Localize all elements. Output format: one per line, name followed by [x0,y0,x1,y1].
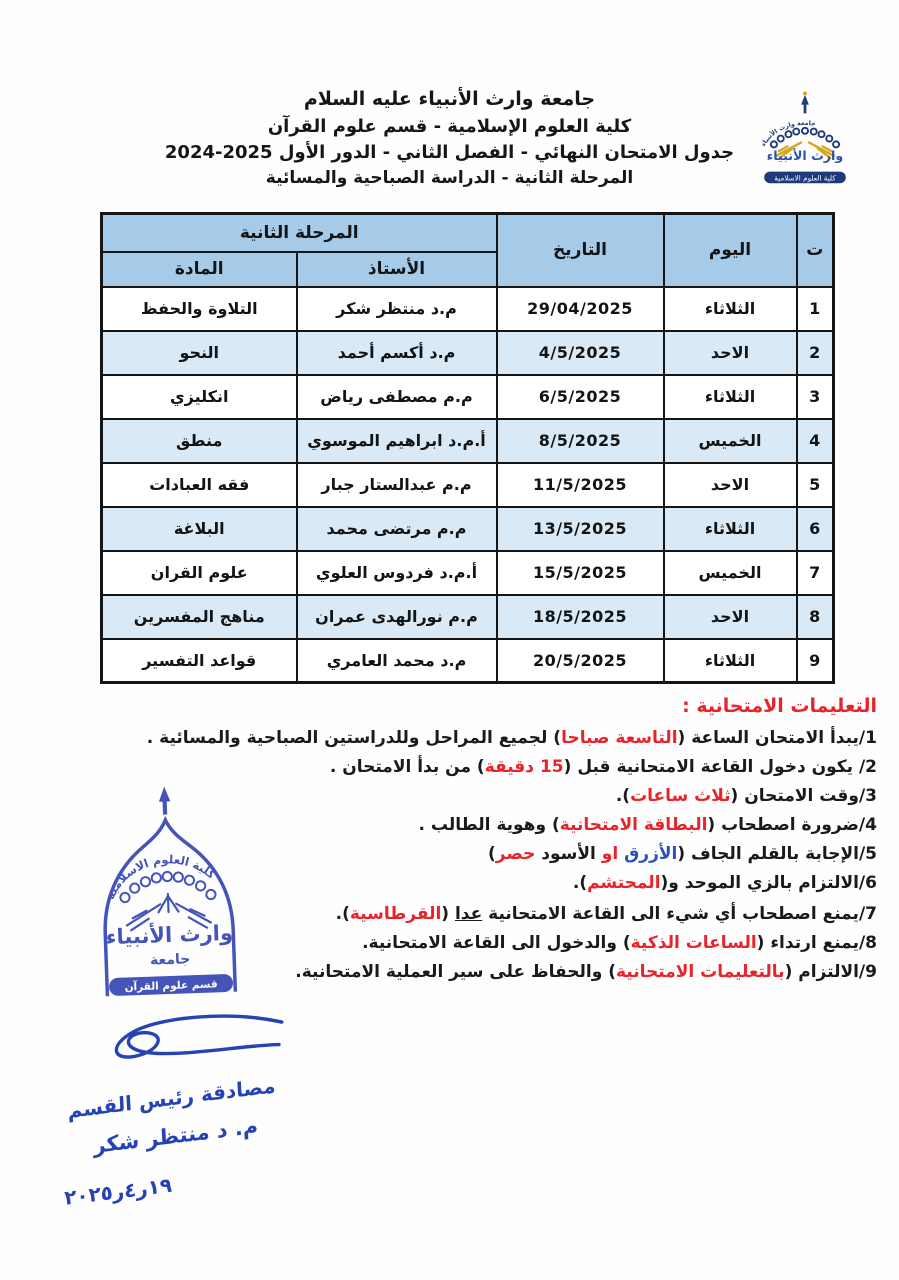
instruction-highlight: 15 دقيقة [484,757,564,777]
cell-day: الثلاثاء [664,375,797,419]
stage-study-line: المرحلة الثانية - الدراسة الصباحية والمسائية [265,167,634,188]
instruction-highlight: القرطاسية [349,904,442,924]
cell-subject: منطق [102,419,297,463]
instruction-text: 7/يمنع اصطحاب أي شيء الى القاعة الامتحانية [482,904,877,924]
exam-schedule-table [100,212,835,684]
stamp-arc-text: كلية العلوم الاسلامية [102,852,219,902]
university-logo-icon [746,90,864,192]
logo-arc-text: جامعة وارث الأنبياء [760,119,817,148]
instruction-text: ). [572,873,588,893]
approval-signature [40,1012,340,1227]
cell-date: 29/04/2025 [497,287,664,331]
instruction-text: ( [441,904,455,924]
cell-professor: م.د منتظر شكر [297,287,497,331]
column-header-professor: الأستاذ [297,252,497,287]
department-stamp [62,781,274,1014]
stamp-banner-text: قسم علوم القرآن [124,978,218,994]
cell-professor: م.م مصطفى رياض [297,375,497,419]
college-department-line: كلية العلوم الإسلامية - قسم علوم القرآن [267,115,632,137]
cell-subject: انكليزي [102,375,297,419]
instruction-highlight: التاسعة صباحا [561,728,678,748]
cell-date: 11/5/2025 [497,463,664,507]
cell-subject: فقه العبادات [102,463,297,507]
cell-day: الاحد [664,331,797,375]
cell-day: الخميس [664,551,797,595]
cell-professor: م.د محمد العامري [297,639,497,683]
instruction-text: 1/يبدأ الامتحان الساعة ( [677,728,877,748]
instruction-text: 4/ضرورة اصطحاب ( [707,815,877,835]
table-row [102,331,834,375]
table-row [102,639,834,683]
logo-center-text: وارث الأنبياء [766,147,844,163]
instruction-text: عدا [454,904,483,924]
cell-day: الثلاثاء [664,507,797,551]
cell-index: 4 [797,419,834,463]
instruction-text: 5/الإجابة بالقلم الجاف ( [677,844,877,864]
cell-day: الخميس [664,419,797,463]
cell-subject: البلاغة [102,507,297,551]
stamp-center-text: وارث الأنبياء [105,920,234,950]
instruction-text: ) والحفاظ على سير العملية الامتحانية. [295,962,616,982]
cell-index: 7 [797,551,834,595]
table-row [102,375,834,419]
instruction-highlight: بالتعليمات الامتحانية [616,962,785,982]
instruction-text: 9/الالتزام ( [784,962,877,982]
cell-subject: مناهج المفسرين [102,595,297,639]
table-row [102,287,834,331]
instruction-text: الأسود [535,844,602,864]
table-row [102,419,834,463]
university-crest-icon [746,90,864,192]
cell-day: الاحد [664,595,797,639]
cell-professor: م.د أكسم أحمد [297,331,497,375]
column-header-day: اليوم [664,214,797,287]
table-row [102,551,834,595]
table-row [102,463,834,507]
stage-merged-header: المرحلة الثانية [102,214,497,252]
stamp-seal-icon [62,781,274,1014]
stamp-sub-text: جامعة [149,951,191,969]
instruction-text: ) وهوية الطالب . [418,815,560,835]
table-row [102,595,834,639]
cell-index: 9 [797,639,834,683]
cell-index: 1 [797,287,834,331]
cell-date: 4/5/2025 [497,331,664,375]
instruction-text: ). [335,904,350,924]
instruction-text: 3/وقت الامتحان ( [730,786,877,806]
cell-day: الثلاثاء [664,639,797,683]
cell-professor: أ.م.د فردوس العلوي [297,551,497,595]
cell-index: 2 [797,331,834,375]
table-row [102,507,834,551]
cell-date: 15/5/2025 [497,551,664,595]
column-header-index: ت [797,214,834,287]
column-header-date: التاريخ [497,214,664,287]
cell-subject: النحو [102,331,297,375]
cell-date: 18/5/2025 [497,595,664,639]
cell-index: 3 [797,375,834,419]
cell-professor: م.م عبدالستار جبار [297,463,497,507]
instruction-text: ) والدخول الى القاعة الامتحانية. [362,933,631,953]
instructions-title: التعليمات الامتحانية : [682,695,877,717]
instruction-highlight: الساعات الذكية [630,933,757,953]
cell-professor: م.م مرتضى محمد [297,507,497,551]
svg-text:جامعة وارث الأنبياء [760,120,816,148]
cell-index: 6 [797,507,834,551]
cell-date: 8/5/2025 [497,419,664,463]
cell-date: 6/5/2025 [497,375,664,419]
instruction-text: ) لجميع المراحل وللدراستين الصباحية والمسائية . [146,728,562,748]
instruction-highlight: البطاقة الامتحانية [559,815,708,835]
cell-subject: قواعد التفسير [102,639,297,683]
instruction-text: ) [487,844,496,864]
university-name: جامعة وارث الأنبياء عليه السلام [303,88,596,110]
instruction-text: ) من بدأ الامتحان . [329,757,485,777]
cell-index: 8 [797,595,834,639]
instruction-text: 2/ يكون دخول القاعة الامتحانية قبل ( [563,757,877,777]
signature-date: ١٩ر٤ر٢٠٢٥ [63,1172,173,1210]
instruction-highlight: حصر [495,844,536,864]
instruction-text: ). [615,786,631,806]
cell-date: 13/5/2025 [497,507,664,551]
instruction-highlight: ثلاث ساعات [630,786,731,806]
instruction-highlight: المحتشم [587,873,661,893]
cell-day: الثلاثاء [664,287,797,331]
cell-professor: م.م نورالهدى عمران [297,595,497,639]
instruction-highlight: او [601,844,619,864]
cell-date: 20/5/2025 [497,639,664,683]
instruction-text: 8/يمنع ارتداء ( [756,933,877,953]
instruction-line [21,729,877,748]
cell-index: 5 [797,463,834,507]
cell-day: الاحد [664,463,797,507]
logo-banner-text: كلية العلوم الاسلامية [774,173,836,183]
signature-name: م. د منتظر شكر [92,1113,259,1158]
column-header-subject: المادة [102,252,297,287]
cell-professor: أ.م.د ابراهيم الموسوي [297,419,497,463]
instruction-text: 6/الالتزام بالزي الموحد و( [660,873,877,893]
instruction-line [21,758,877,777]
cell-subject: التلاوة والحفظ [102,287,297,331]
signature-role: مصادقة رئيس القسم [67,1073,277,1123]
instruction-highlight: الأزرق [624,844,678,864]
cell-subject: علوم القران [102,551,297,595]
schedule-title: جدول الامتحان النهائي - الفصل الثاني - الدور الأول 2025-2024 [164,141,735,163]
